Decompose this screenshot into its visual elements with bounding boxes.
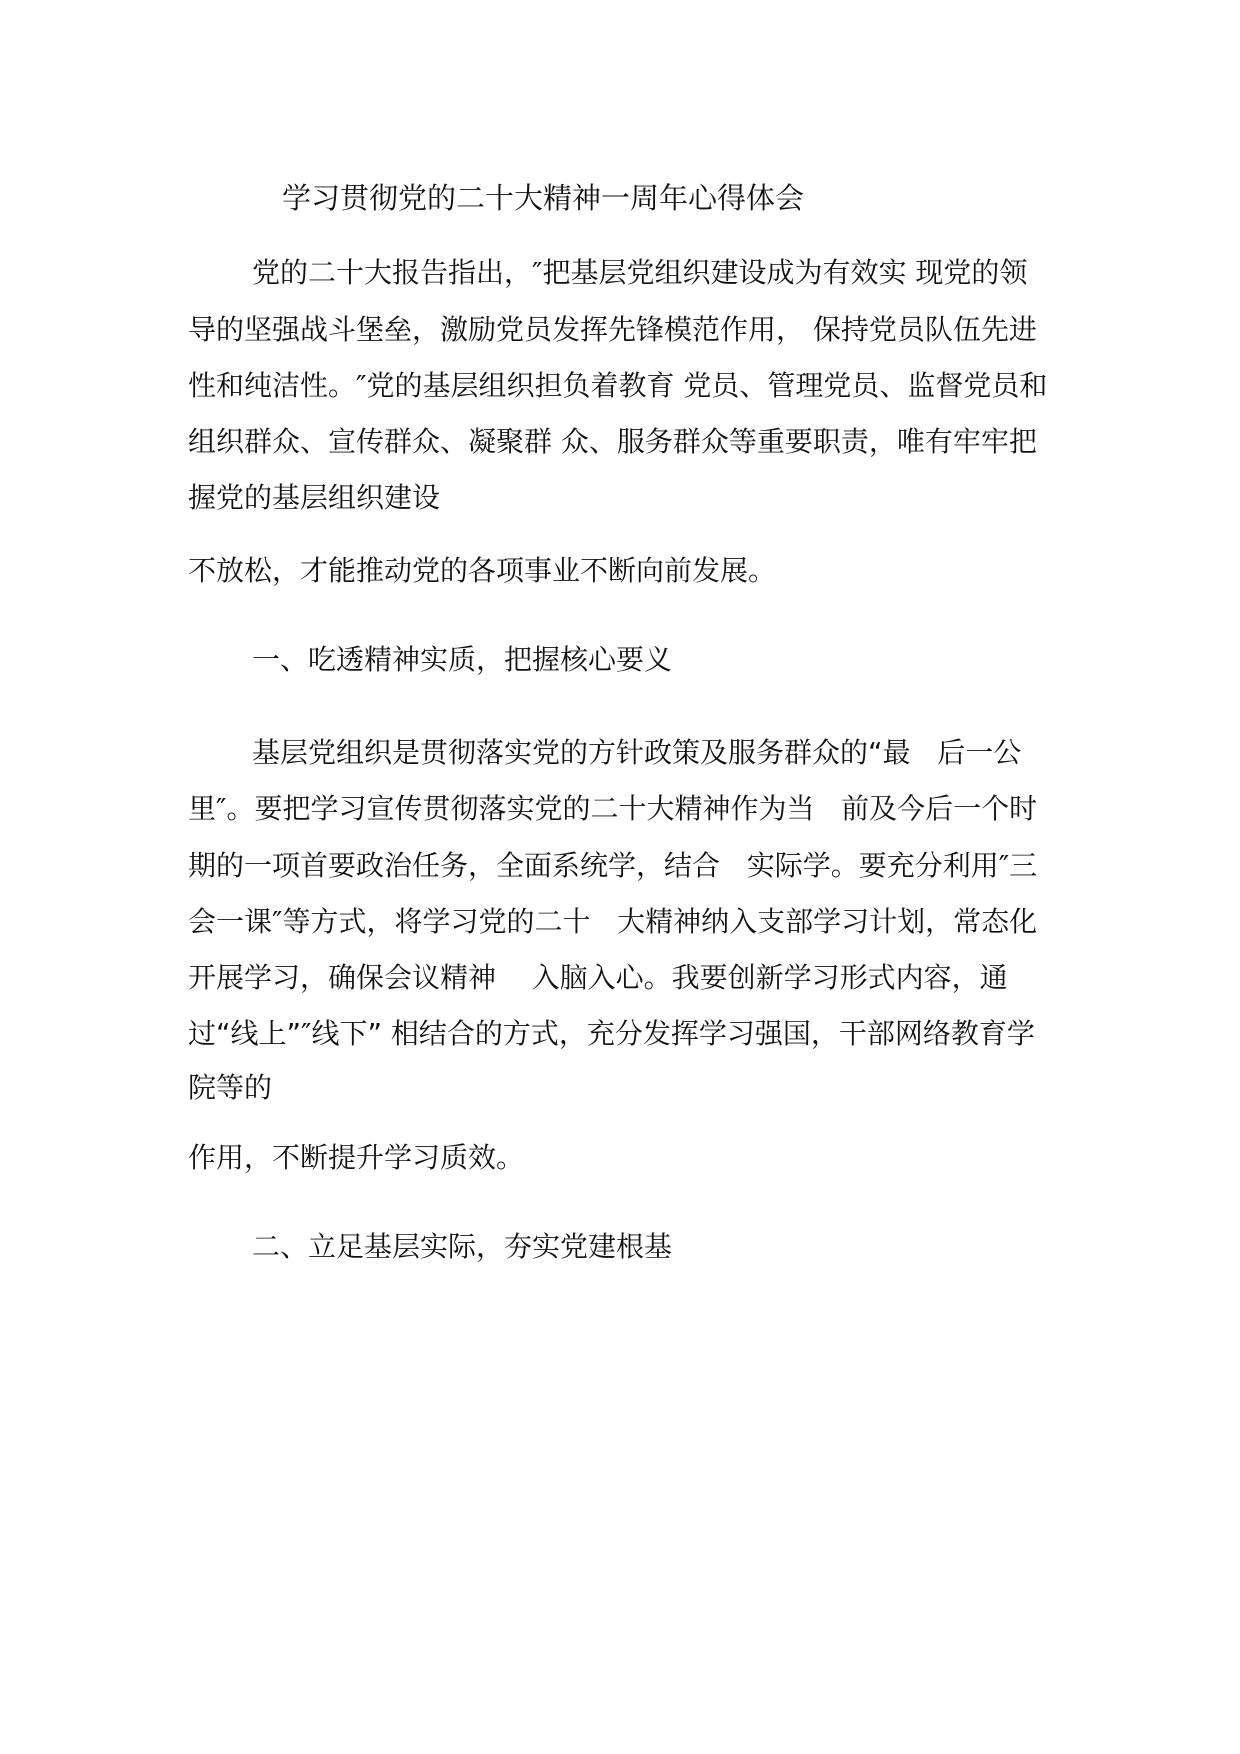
paragraph-2: 不放松，才能推动党的各项事业不断向前发展。 <box>188 554 777 587</box>
paragraph-3-line-1: 基层党组织是贯彻落实党的方针政策及服务群众的“最 后一公 <box>252 736 1022 769</box>
paragraph-1-line-1: 党的二十大报告指出，″把基层党组织建设成为有效实 现党的领 <box>252 256 1028 289</box>
section-heading-2: 二、立足基层实际，夯实党建根基 <box>252 1230 673 1263</box>
paragraph-1-line-2: 导的坚强战斗堡垒，激励党员发挥先锋模范作用， 保持党员队伍先进 <box>188 313 1037 346</box>
document-title: 学习贯彻党的二十大精神一周年心得体会 <box>282 181 805 215</box>
paragraph-3-line-3: 期的一项首要政治任务，全面系统学，结合 实际学。要充分利用″三 <box>188 849 1038 882</box>
paragraph-3-line-5: 开展学习，确保会议精神 入脑入心。我要创新学习形式内容，通 <box>188 961 1008 994</box>
section-heading-1: 一、吃透精神实质，把握核心要义 <box>252 643 673 676</box>
paragraph-3-line-2: 里″。要把学习宣传贯彻落实党的二十大精神作为当 前及今后一个时 <box>188 792 1038 825</box>
paragraph-4: 作用，不断提升学习质效。 <box>188 1141 525 1174</box>
paragraph-1-line-4: 组织群众、宣传群众、凝聚群 众、服务群众等重要职责，唯有牢牢把 <box>188 425 1037 458</box>
paragraph-3-line-7: 院等的 <box>188 1071 273 1104</box>
paragraph-3-line-4: 会一课″等方式，将学习党的二十 大精神纳入支部学习计划，常态化 <box>188 905 1038 938</box>
paragraph-1-line-3: 性和纯洁性。″党的基层组织担负着教育 党员、管理党员、监督党员和 <box>188 369 1048 402</box>
paragraph-3-line-6: 过“线上”″线下” 相结合的方式，充分发挥学习强国，干部网络教育学 <box>188 1017 1035 1050</box>
paragraph-1-line-5: 握党的基层组织建设 <box>188 481 441 514</box>
